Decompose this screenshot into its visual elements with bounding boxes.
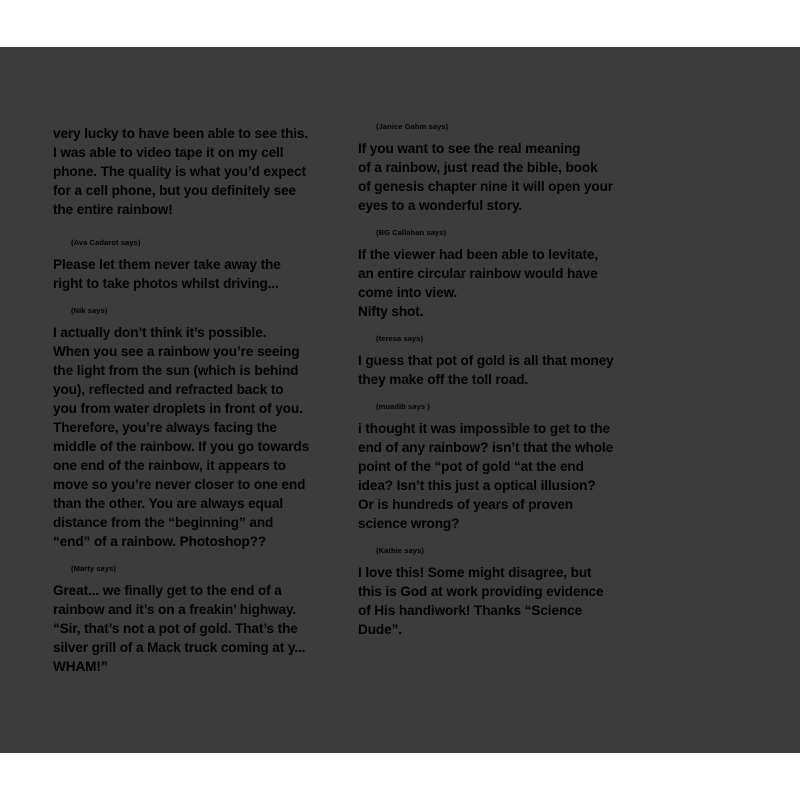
comment-author: (Nik says) [71,306,108,315]
comment-line: Therefore, you’re always facing the [53,420,277,435]
comment-body [53,255,348,293]
comment [358,228,658,321]
comment-line: of genesis chapter nine it will open your [358,179,613,194]
comment-line: middle of the rainbow. If you go towards [53,439,310,454]
comment-line: I love this! Some might disagree, but [358,565,592,580]
comment-line: “Sir, that’s not a pot of gold. That’s the [53,621,298,636]
comment [53,564,348,676]
comment-line: eyes to a wonderful story. [358,198,523,213]
comment-author: (Ava Cadarot says) [71,238,141,247]
comment-author: (teresa says) [376,334,424,343]
right-comment-column [358,122,658,652]
comment-author: (Kathie says) [376,546,424,555]
comment-author: (BG Callahan says) [376,228,447,237]
left-comment-column [53,124,348,689]
comment-line: phone. The quality is what you’d expect [53,164,306,179]
comment-line: this is God at work providing evidence [358,584,604,599]
comment-line: you from water droplets in front of you. [53,401,303,416]
comment-line: for a cell phone, but you definitely see [53,183,296,198]
comment-line: When you see a rainbow you’re seeing [53,344,300,359]
comment-author: (muadib says ) [376,402,430,411]
comments-panel [0,47,800,753]
comment-author: (Marty says) [71,564,116,573]
comment-body [358,563,658,639]
comment [53,124,348,219]
comment-line: an entire circular rainbow would have [358,266,598,281]
comment [358,546,658,639]
comment-author: (Janice Gahm says) [376,122,449,131]
comment [358,122,658,215]
comment-line: I was able to video tape it on my cell [53,145,284,160]
comment-line: If the viewer had been able to levitate, [358,247,599,262]
comment [358,334,658,389]
comment-line: distance from the “beginning” and [53,515,274,530]
comment-line: idea? Isn’t this just a optical illusion? [358,478,596,493]
comment-line: end of any rainbow? isn’t that the whole [358,440,614,455]
comment-line: I actually don’t think it’s possible. [53,325,267,340]
comment-body [358,351,658,389]
comment-line: Please let them never take away the [53,257,281,272]
comment-body [53,124,348,219]
comment-line: of a rainbow, just read the bible, book [358,160,598,175]
comment-line: Dude”. [358,622,402,637]
comment [53,238,348,293]
comment [53,306,348,551]
comment-line: If you want to see the real meaning [358,141,581,156]
comment-line: Great... we finally get to the end of a [53,583,282,598]
comment-line: you), reflected and refracted back to [53,382,284,397]
comment-line: i thought it was impossible to get to the [358,421,610,436]
comment-line: move so you’re never closer to one end [53,477,306,492]
comment-body [358,139,658,215]
comment-line: of His handiwork! Thanks “Science [358,603,583,618]
comment-body [53,323,348,551]
comment-line: Nifty shot. [358,304,424,319]
comment-line: Or is hundreds of years of proven [358,497,574,512]
comment-line: the entire rainbow! [53,202,173,217]
comment-body [53,581,348,676]
comment-line: I guess that pot of gold is all that money [358,353,614,368]
comment-line: “end” of a rainbow. Photoshop?? [53,534,267,549]
comment-line: silver grill of a Mack truck coming at y... [53,640,306,655]
comment-body [358,419,658,533]
comment-line: science wrong? [358,516,460,531]
comment-line: rainbow and it’s on a freakin’ highway. [53,602,297,617]
comment-line: one end of the rainbow, it appears to [53,458,286,473]
comment-line: WHAM!” [53,659,108,674]
comment-line: the light from the sun (which is behind [53,363,299,378]
comment-line: than the other. You are always equal [53,496,284,511]
comment-line: come into view. [358,285,458,300]
comment-line: they make off the toll road. [358,372,529,387]
comment-body [358,245,658,321]
comment-line: point of the “pot of gold “at the end [358,459,584,474]
comment-line: right to take photos whilst driving... [53,276,279,291]
comment-line: very lucky to have been able to see this. [53,126,309,141]
comment [358,402,658,533]
